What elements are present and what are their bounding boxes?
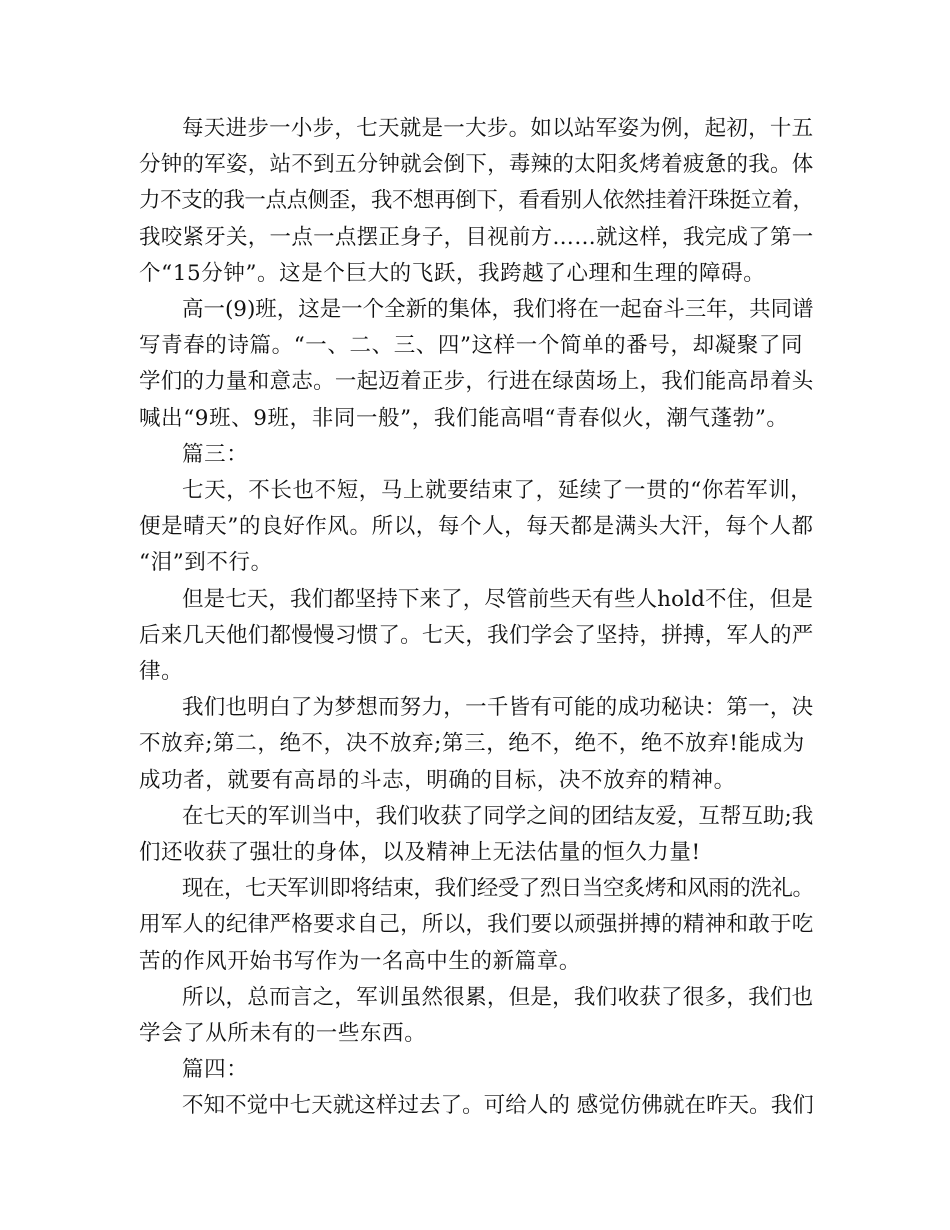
section-heading: [139, 437, 815, 473]
text-line: 每天进步一小步，七天就是一大步。如以站军姿为例，起初，十五: [182, 116, 814, 141]
text-line: 我们也明白了为梦想而努力，一千皆有可能的成功秘诀：第一，决: [182, 695, 814, 721]
section-heading: [139, 1052, 815, 1088]
paragraph: [139, 980, 815, 1052]
paragraph: [139, 871, 815, 980]
text-line: 便是晴天”的良好作风。所以，每个人，每天都是满头大汗，每个人都: [139, 514, 814, 540]
text-line: 用军人的纪律严格要求自己，所以，我们要以顽强拼搏的精神和敢于吃: [139, 912, 814, 938]
paragraph: [139, 473, 815, 582]
text-line: 喊出“9班、9班，非同一般”，我们能高唱“青春似火，潮气蓬勃”。: [139, 405, 789, 431]
text-line: 个“15分钟”。这是个巨大的飞跃，我跨越了心理和生理的障碍。: [139, 260, 766, 286]
text-line: 写青春的诗篇。“一、二、三、四”这样一个简单的番号，却凝聚了同: [139, 333, 804, 359]
paragraph: [139, 799, 815, 871]
text-line: 不知不觉中七天就这样过去了。可给人的 感觉仿佛就在昨天。我们: [182, 1093, 814, 1119]
paragraph: [139, 690, 815, 799]
text-line: 所以，总而言之，军训虽然很累，但是，我们收获了很多，我们也: [182, 984, 814, 1010]
text-line: 我咬紧牙关，一点一点摆正身子，目视前方……就这样，我完成了第一: [139, 224, 814, 250]
text-line: 篇四：: [182, 1057, 249, 1083]
text-line: 苦的作风开始书写作为一名高中生的新篇章。: [139, 948, 582, 974]
text-line: 篇三：: [182, 441, 249, 467]
text-line: 现在，七天军训即将结束，我们经受了烈日当空炙烤和风雨的洗礼。: [182, 876, 814, 902]
text-line: “泪”到不行。: [139, 550, 273, 576]
paragraph: [139, 582, 815, 691]
text-line: 学会了从所未有的一些东西。: [139, 1021, 427, 1047]
document-body: [139, 111, 815, 1125]
text-line: 七天，不长也不短，马上就要结束了，延续了一贯的“你若军训，: [182, 478, 813, 504]
text-line: 们还收获了强壮的身体，以及精神上无法估量的恒久力量!: [139, 840, 701, 866]
text-line: 分钟的军姿，站不到五分钟就会倒下，毒辣的太阳炙烤着疲惫的我。体: [139, 152, 814, 178]
text-line: 学们的力量和意志。一起迈着正步，行进在绿茵场上，我们能高昂着头: [139, 369, 814, 395]
text-line: 在七天的军训当中，我们收获了同学之间的团结友爱，互帮互助;我: [182, 803, 814, 829]
text-line: 后来几天他们都慢慢习惯了。七天，我们学会了坚持，拼搏，军人的严: [139, 622, 814, 648]
text-line: 成功者，就要有高昂的斗志，明确的目标，决不放弃的精神。: [139, 767, 736, 793]
text-line: 力不支的我一点点侧歪，我不想再倒下，看看别人依然挂着汗珠挺立着，: [139, 188, 814, 214]
text-line: 但是七天，我们都坚持下来了，尽管前些天有些人hold不住，但是: [182, 586, 813, 612]
text-line: 高一(9)班，这是一个全新的集体，我们将在一起奋斗三年，共同谱: [182, 297, 814, 323]
paragraph: [139, 1088, 815, 1124]
paragraph: [139, 111, 815, 292]
text-line: 律。: [139, 659, 184, 685]
text-line: 不放弃;第二，绝不，决不放弃;第三，绝不，绝不，绝不放弃!能成为: [139, 731, 805, 757]
paragraph: [139, 292, 815, 437]
